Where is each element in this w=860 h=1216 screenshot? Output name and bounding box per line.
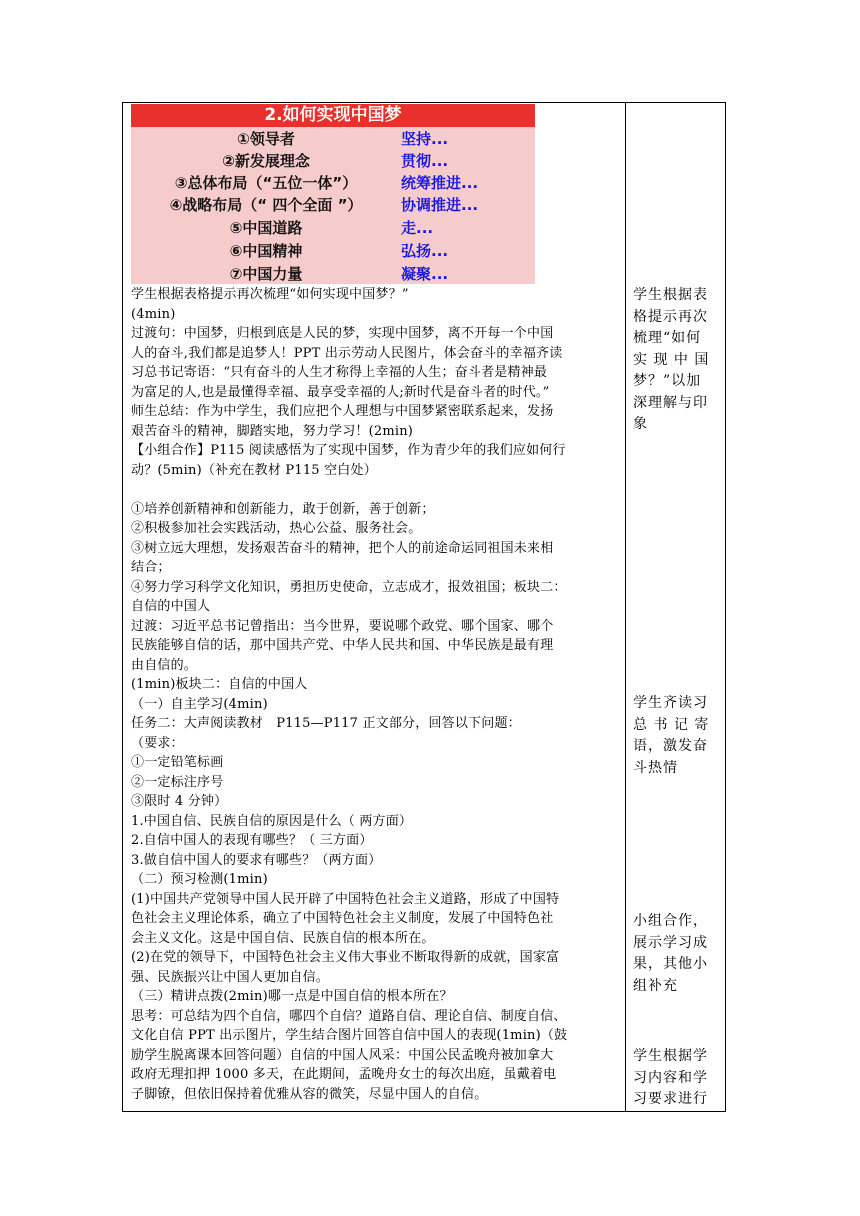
table-border-right [725, 102, 726, 1112]
slide-row-key: ①领导者 [237, 130, 295, 148]
student-activity-note [633, 1046, 719, 1111]
note-line: 学生齐读习 [633, 695, 708, 711]
body-line: 【小组合作】P115 阅读感悟为了实现中国梦，作为青少年的我们应如何行 [131, 443, 566, 458]
note-line: 格提示再次 [633, 308, 708, 325]
body-line: ①一定铅笔标画 [131, 755, 224, 770]
body-line: 过渡句：中国梦，归根到底是人民的梦，实现中国梦，离不开每一个中国 [131, 326, 554, 341]
slide-row-value: 协调推进... [401, 196, 479, 214]
body-line: 3.做自信中国人的要求有哪些？（两方面） [131, 852, 382, 868]
slide-row [131, 150, 535, 172]
slide-row [131, 263, 535, 285]
body-line: (1min)板块二：自信的中国人 [131, 677, 308, 692]
body-line: 习总书记寄语：“只有奋斗的人生才称得上幸福的人生；奋斗者是精神最 [131, 365, 548, 380]
student-activity-note [633, 693, 719, 779]
body-line: 1.中国自信、民族自信的原因是什么（ 两方面） [131, 813, 413, 829]
slide-row-value: 走... [401, 219, 434, 237]
slide-row-key: ③总体布局（“五位一体”） [174, 174, 358, 192]
body-line: (2)在党的领导下，中国特色社会主义伟大事业不断取得新的成就，国家富 [131, 950, 560, 965]
slide-row-value: 凝聚... [401, 265, 449, 283]
note-line: 梦？”以加 [633, 373, 702, 389]
note-line: 斗热情 [633, 759, 678, 776]
body-line: 政府无理扣押 1000 多天，在此期间，孟晚舟女士的每次出庭，虽戴着电 [131, 1067, 557, 1082]
slide-row [131, 194, 535, 216]
body-line: 过渡：习近平总书记曾指出：当今世界，要说哪个政党、哪个国家、哪个 [131, 618, 554, 634]
note-line: 实 现 中 国 [633, 351, 710, 368]
note-line: 习内容和学 [633, 1069, 708, 1086]
body-line: ②一定标注序号 [131, 774, 224, 790]
slide-row-value: 坚持... [401, 130, 449, 148]
note-line: 习要求进行 [633, 1091, 708, 1107]
body-line: 由自信的。 [131, 657, 198, 673]
body-line: 励学生脱离课本回答问题）自信的中国人风采：中国公民孟晚舟被加拿大 [131, 1047, 554, 1063]
body-line: 自信的中国人 [131, 599, 211, 614]
body-line: ②积极参加社会实践活动，热心公益、服务社会。 [131, 521, 422, 536]
body-line: 人的奋斗,我们都是追梦人！PPT 出示劳动人民图片，体会奋斗的幸福齐读 [131, 345, 563, 361]
body-line: 动？(5min)（补充在教材 P115 空白处） [131, 462, 377, 478]
table-column-divider [625, 102, 626, 1112]
body-line: ③树立远大理想，发扬艰苦奋斗的精神，把个人的前途命运同祖国未来相 [131, 540, 554, 556]
note-line: 语，激发奋 [633, 738, 708, 754]
slide-row-value: 贯彻... [401, 152, 449, 170]
table-border-bottom [122, 1111, 726, 1112]
slide-image [131, 104, 535, 284]
body-line: 结合； [131, 560, 171, 575]
body-line: 为富足的人,也是最懂得幸福、最享受幸福的人;新时代是奋斗者的时代。” [131, 384, 550, 400]
slide-row [131, 128, 535, 150]
slide-row-key: ④战略布局（“ 四个全面 ”） [169, 196, 363, 214]
body-line: （一）自主学习(4min) [131, 696, 268, 712]
note-line: 梳理“如何 [633, 330, 702, 346]
note-line: 深理解与印 [633, 394, 708, 411]
body-line: ④努力学习科学文化知识，勇担历史使命，立志成才，报效祖国；板块二： [131, 579, 567, 595]
student-activity-note [633, 285, 719, 436]
body-line: 艰苦奋斗的精神，脚踏实地，努力学习！(2min) [131, 423, 414, 439]
body-line: 2.自信中国人的表现有哪些？（ 三方面） [131, 833, 373, 848]
body-line: (1)中国共产党领导中国人民开辟了中国特色社会主义道路，形成了中国特 [131, 891, 560, 907]
body-line: 师生总结：作为中学生，我们应把个人理想与中国梦紧密联系起来，发扬 [131, 404, 554, 419]
body-line: （二）预习检测(1min) [131, 872, 268, 887]
body-line: 任务二：大声阅读教材 P115—P117 正文部分，回答以下问题： [131, 716, 521, 731]
slide-row [131, 217, 535, 239]
body-line: (4min) [131, 306, 176, 322]
note-line: 果，其他小 [633, 956, 708, 972]
slide-row-key: ⑥中国精神 [229, 242, 303, 260]
body-line: ①培养创新精神和创新能力，敢于创新，善于创新； [131, 501, 435, 517]
body-line: 思考：可总结为四个自信，哪四个自信？道路自信、理论自信、制度自信、 [131, 1008, 567, 1024]
note-line: 小组合作， [633, 913, 708, 929]
slide-row-key: ⑤中国道路 [229, 219, 303, 237]
body-line: 色社会主义理论体系，确立了中国特色社会主义制度，发展了中国特色社 [131, 911, 554, 926]
slide-row-key: ⑦中国力量 [229, 265, 303, 283]
body-line: （要求： [131, 735, 184, 751]
body-line: 民族能够自信的话，那中国共产党、中华人民共和国、中华民族是最有理 [131, 638, 554, 653]
body-line: ③限时 4 分钟） [131, 794, 228, 809]
note-line: 象 [633, 416, 648, 432]
body-line: （三）精讲点拨(2min)哪一点是中国自信的根本所在？ [131, 989, 453, 1004]
slide-row-value: 统筹推进... [401, 174, 479, 192]
note-line: 学生根据表 [633, 287, 708, 303]
slide-row-value: 弘扬... [401, 242, 449, 260]
slide-row [131, 172, 535, 194]
table-border-top [122, 102, 726, 103]
note-line: 组补充 [633, 977, 678, 994]
table-border-left [122, 102, 123, 1112]
slide-row [131, 240, 535, 262]
body-line: 学生根据表格提示再次梳理“如何实现中国梦？” [131, 287, 409, 302]
note-line: 展示学习成 [633, 934, 708, 951]
body-line: 会主义文化。这是中国自信、民族自信的根本所在。 [131, 930, 435, 946]
student-activity-note [633, 911, 719, 997]
slide-row-key: ②新发展理念 [222, 152, 310, 170]
body-line [131, 480, 623, 500]
body-line: 强、民族振兴让中国人更加自信。 [131, 969, 330, 985]
slide-title: 2.如何实现中国梦 [131, 104, 535, 127]
body-line: 子脚镣，但依旧保持着优雅从容的微笑，尽显中国人的自信。 [131, 1086, 488, 1102]
body-line: 文化自信 PPT 出示图片，学生结合图片回答自信中国人的表现(1min)（鼓 [131, 1028, 568, 1043]
note-line: 学生根据学 [633, 1048, 708, 1064]
note-line: 总 书 记 寄 [633, 716, 710, 733]
lesson-body-text [131, 285, 623, 1104]
